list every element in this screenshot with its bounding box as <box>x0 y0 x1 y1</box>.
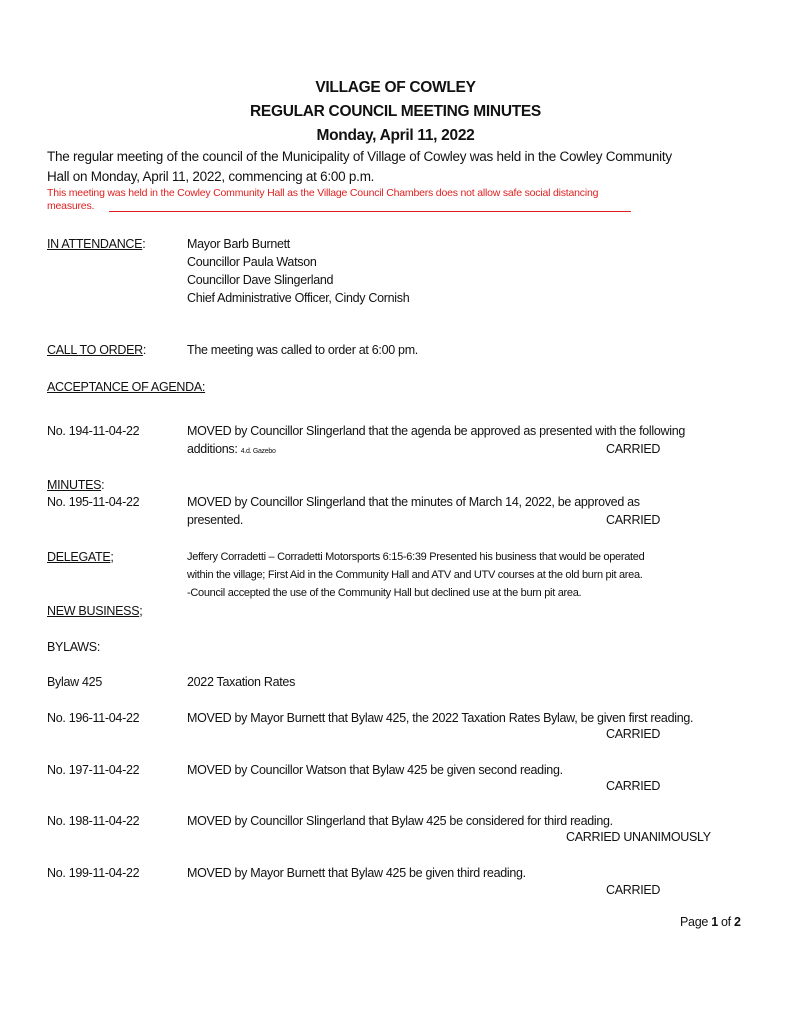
org-title: VILLAGE OF COWLEY <box>315 79 476 96</box>
new-business-label: NEW BUSINESS; <box>47 604 143 618</box>
bylaw-number: Bylaw 425 <box>47 675 102 689</box>
motion-text-cont: additions: 4.d. Gazebo <box>187 442 276 456</box>
delegate-text: Jeffery Corradetti – Corradetti Motorsports 6:15-6:39 Presented his business that would be operated <box>187 551 645 563</box>
meeting-date: Monday, April 11, 2022 <box>316 127 475 144</box>
bylaw-title: 2022 Taxation Rates <box>187 675 296 689</box>
call-to-order-label: CALL TO ORDER: <box>47 343 147 357</box>
delegate-label: DELEGATE; <box>47 550 114 564</box>
minutes-label: MINUTES: <box>47 478 105 492</box>
notice-line-1: This meeting was held in the Cowley Community Hall as the Village Council Chambers does not allow safe social distancing <box>47 187 599 199</box>
attendee: Councillor Paula Watson <box>187 255 317 269</box>
notice-underline <box>109 211 631 212</box>
motion-result: CARRIED <box>606 883 661 897</box>
attendee: Mayor Barb Burnett <box>187 237 290 251</box>
motion-text: MOVED by Councillor Slingerland that the minutes of March 14, 2022, be approved as <box>187 495 640 509</box>
notice-line-2: measures. <box>47 200 95 212</box>
attendance-label: IN ATTENDANCE: <box>47 237 146 251</box>
motion-text: MOVED by Councillor Slingerland that the agenda be approved as presented with the following <box>187 424 686 438</box>
motion-number: No. 196-11-04-22 <box>47 711 140 725</box>
motion-text-cont: presented. <box>187 513 244 527</box>
document-title: REGULAR COUNCIL MEETING MINUTES <box>250 103 541 120</box>
delegate-text: within the village; First Aid in the Community Hall and ATV and UTV courses at the old burn pit area. <box>187 569 643 581</box>
motion-text: MOVED by Councillor Watson that Bylaw 425 be given second reading. <box>187 763 563 777</box>
motion-number: No. 197-11-04-22 <box>47 763 140 777</box>
agenda-label: ACCEPTANCE OF AGENDA: <box>47 380 206 394</box>
attendee: Councillor Dave Slingerland <box>187 273 334 287</box>
motion-number: No. 198-11-04-22 <box>47 814 140 828</box>
intro-line-2: Hall on Monday, April 11, 2022, commencing at 6:00 p.m. <box>47 169 375 184</box>
delegate-text: -Council accepted the use of the Community Hall but declined use at the burn pit area. <box>187 587 582 599</box>
motion-text: MOVED by Councillor Slingerland that Bylaw 425 be considered for third reading. <box>187 814 613 828</box>
motion-number: No. 194-11-04-22 <box>47 424 140 438</box>
motion-result: CARRIED UNANIMOUSLY <box>566 830 711 844</box>
motion-text: MOVED by Mayor Burnett that Bylaw 425, the 2022 Taxation Rates Bylaw, be given first reading. <box>187 711 694 725</box>
motion-result: CARRIED <box>606 442 661 456</box>
attendee: Chief Administrative Officer, Cindy Cornish <box>187 291 410 305</box>
motion-number: No. 199-11-04-22 <box>47 866 140 880</box>
motion-number: No. 195-11-04-22 <box>47 495 140 509</box>
intro-line-1: The regular meeting of the council of the Municipality of Village of Cowley was held in the Cowley Community <box>47 149 672 164</box>
motion-result: CARRIED <box>606 513 661 527</box>
agenda-addition: 4.d. Gazebo <box>240 448 276 455</box>
motion-result: CARRIED <box>606 727 661 741</box>
bylaws-label: BYLAWS: <box>47 640 101 654</box>
call-to-order-text: The meeting was called to order at 6:00 pm. <box>187 343 418 357</box>
motion-text: MOVED by Mayor Burnett that Bylaw 425 be given third reading. <box>187 866 526 880</box>
page-number: Page 1 of 2 <box>680 915 741 929</box>
motion-result: CARRIED <box>606 779 661 793</box>
